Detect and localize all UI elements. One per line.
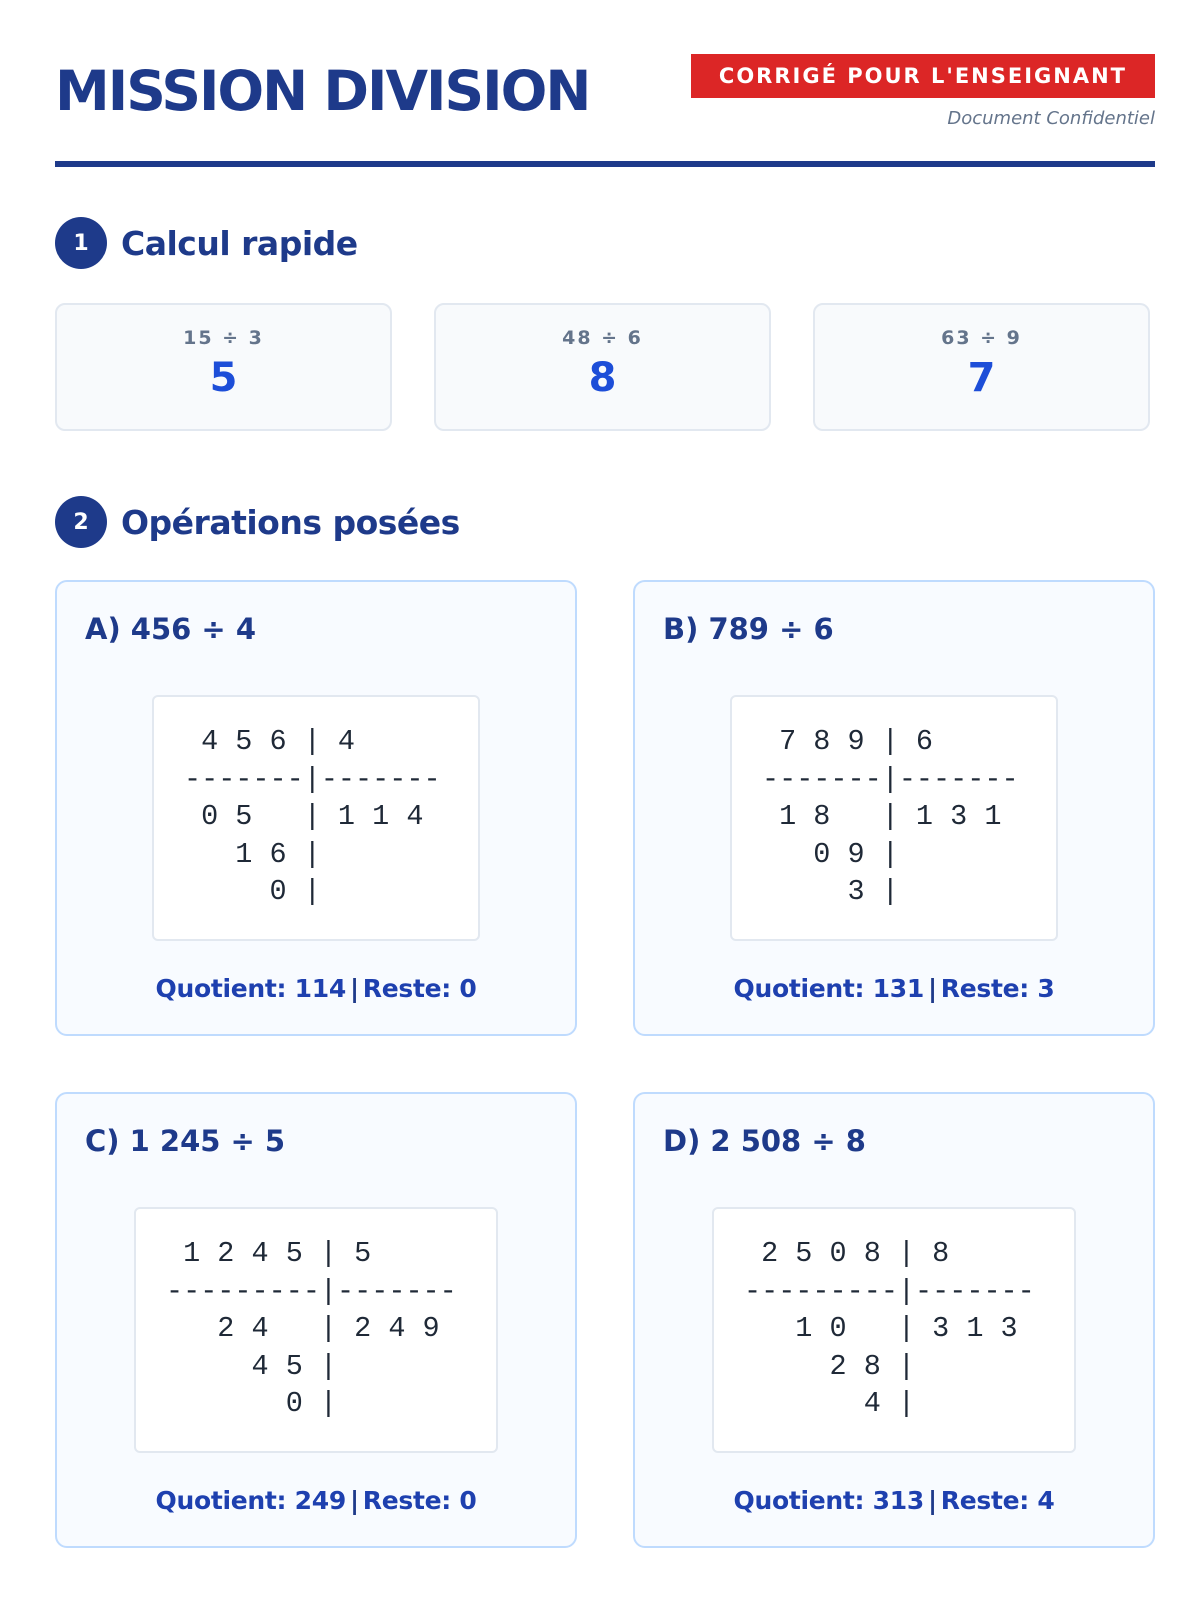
remainder-label: Reste: 3 [940,974,1055,1003]
operation-card-b [633,580,1155,1036]
header-divider [55,161,1155,167]
confidential-note: Document Confidentiel [947,108,1155,129]
section-operations-heading [55,495,460,549]
quick-calc-expression: 48 ÷ 6 [562,327,643,349]
teacher-key-badge: CORRIGÉ POUR L'ENSEIGNANT [691,54,1155,98]
result-separator: | [927,974,937,1003]
long-division-layout: 1 2 4 5 | 5 ---------|------- 2 4 | 2 4 9 4 5 | 0 | [166,1237,457,1420]
long-division-box [730,695,1058,941]
quick-calc-expression: 63 ÷ 9 [941,327,1022,349]
page-header [55,50,1155,170]
result-separator: | [349,974,359,1003]
quotient-label: Quotient: 313 [733,1486,924,1515]
operation-result [57,1486,575,1515]
section-title: Calcul rapide [121,223,358,263]
quotient-label: Quotient: 131 [733,974,924,1003]
quotient-label: Quotient: 249 [155,1486,346,1515]
long-division-box [152,695,480,941]
worksheet-page [55,0,1155,1600]
quick-calc-card [813,303,1150,431]
result-separator: | [927,1486,937,1515]
operation-result [635,1486,1153,1515]
operation-title: D) 2 508 ÷ 8 [663,1124,866,1158]
quick-calc-expression: 15 ÷ 3 [183,327,264,349]
operation-card-d [633,1092,1155,1548]
quotient-label: Quotient: 114 [155,974,346,1003]
quick-calc-card [434,303,771,431]
result-separator: | [349,1486,359,1515]
long-division-box [134,1207,498,1453]
operation-result [635,974,1153,1003]
quick-calc-answer: 5 [209,355,238,401]
remainder-label: Reste: 0 [362,974,477,1003]
operation-title: B) 789 ÷ 6 [663,612,834,646]
operation-card-c [55,1092,577,1548]
remainder-label: Reste: 4 [940,1486,1055,1515]
remainder-label: Reste: 0 [362,1486,477,1515]
operation-card-a [55,580,577,1036]
section-number-badge: 1 [55,217,107,269]
long-division-box [712,1207,1076,1453]
section-number-badge: 2 [55,496,107,548]
long-division-layout: 4 5 6 | 4 -------|------- 0 5 | 1 1 4 1 6 | 0 | [184,725,441,908]
quick-calc-card [55,303,392,431]
long-division-layout: 7 8 9 | 6 -------|------- 1 8 | 1 3 1 0 9 | 3 | [762,725,1019,908]
quick-calc-answer: 7 [967,355,996,401]
section-quick-calc-heading [55,216,358,270]
long-division-layout: 2 5 0 8 | 8 ---------|------- 1 0 | 3 1 3 2 8 | 4 | [744,1237,1035,1420]
quick-calc-answer: 8 [588,355,617,401]
operation-result [57,974,575,1003]
page-title: MISSION DIVISION [55,59,590,123]
operation-title: C) 1 245 ÷ 5 [85,1124,286,1158]
section-title: Opérations posées [121,502,460,542]
operation-title: A) 456 ÷ 4 [85,612,256,646]
